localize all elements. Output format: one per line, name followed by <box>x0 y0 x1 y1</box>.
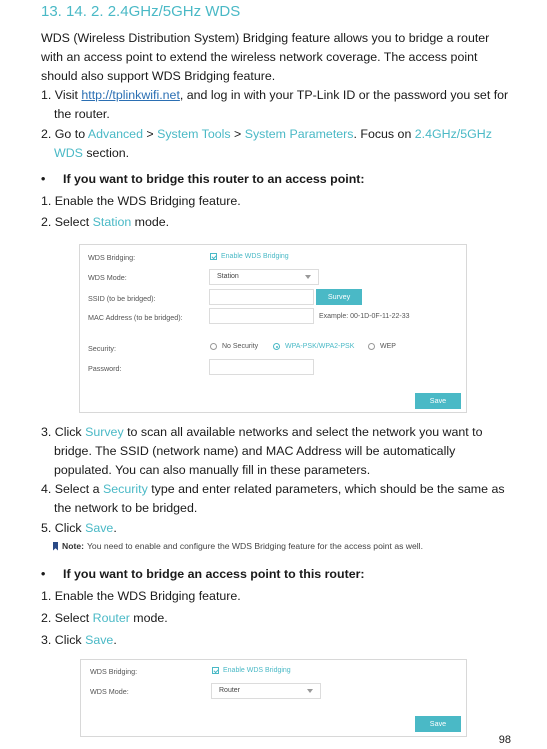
password-input[interactable] <box>209 359 314 375</box>
step-2 <box>41 125 513 163</box>
chevron-down-icon <box>307 689 313 693</box>
bullet-a-text: If you want to bridge this router to an access point: <box>63 172 365 186</box>
security-no-security-radio[interactable] <box>210 343 258 350</box>
b-step-2-prefix: 2. Select <box>41 611 93 625</box>
a-step-2-suffix: mode. <box>131 215 170 229</box>
section-heading: 13. 14. 2. 2.4GHz/5GHz WDS <box>41 3 241 20</box>
b-step-2-suffix: mode. <box>129 611 168 625</box>
bullet-b-dot: • <box>41 567 46 581</box>
a-step-2 <box>41 213 513 232</box>
bullet-a-dot: • <box>41 172 46 186</box>
mac-input[interactable] <box>209 308 314 324</box>
step-2-mid: . Focus on <box>353 127 415 141</box>
a-step-3 <box>41 423 513 480</box>
b-step-3-prefix: 3. Click <box>41 633 86 647</box>
note-bookmark-icon <box>53 542 58 551</box>
wds-settings-panel-station <box>79 244 467 413</box>
enable-wds-label: Enable WDS Bridging <box>223 667 291 674</box>
a-step-2-prefix: 2. Select <box>41 215 93 229</box>
step-1-prefix: 1. Visit <box>41 88 82 102</box>
radio-icon <box>368 343 375 350</box>
intro-paragraph: WDS (Wireless Distribution System) Bridging feature allows you to bridge a router with an access point to extend the wireless network coverage. The access point should also support WDS Bridging feature. <box>41 31 490 83</box>
checkbox-icon <box>210 253 217 260</box>
security-text: Security <box>103 482 148 496</box>
b-step-3 <box>41 631 513 650</box>
wds-mode-value: Station <box>217 273 239 280</box>
wds-section-name: 2.4GHz/5GHz WDS <box>54 127 492 160</box>
mac-example: Example: 00-1D-0F-11-22-33 <box>319 313 410 320</box>
a-step-5-prefix: 5. Click <box>41 521 86 535</box>
survey-button[interactable]: Survey <box>316 289 362 305</box>
step-2-sep2: > <box>230 127 245 141</box>
wds-mode-select[interactable] <box>209 269 319 285</box>
save-text: Save <box>85 521 114 535</box>
wds-mode-label: WDS Mode: <box>90 687 129 696</box>
step-2-sep1: > <box>142 127 158 141</box>
chevron-down-icon <box>305 275 311 279</box>
step-2-suffix: section. <box>82 146 130 160</box>
ssid-label: SSID (to be bridged): <box>88 294 156 303</box>
b-step-3-suffix: . <box>113 633 117 647</box>
wpa-label: WPA-PSK/WPA2-PSK <box>285 343 355 350</box>
radio-selected-icon <box>273 343 280 350</box>
wds-settings-panel-router <box>80 659 467 737</box>
note-label: Note: <box>62 541 84 551</box>
step-1 <box>41 86 513 124</box>
station-mode-text: Station <box>92 215 132 229</box>
b-step-2 <box>41 609 513 628</box>
b-step-1: 1. Enable the WDS Bridging feature. <box>41 589 241 603</box>
wds-bridging-label: WDS Bridging: <box>88 253 136 262</box>
wds-mode-label: WDS Mode: <box>88 273 127 282</box>
a-step-3-prefix: 3. Click <box>41 425 86 439</box>
step-1-suffix: , and log in with your TP-Link ID or the password you set for the router. <box>54 88 509 121</box>
a-step-5-suffix: . <box>113 521 117 535</box>
enable-wds-checkbox[interactable] <box>212 667 291 674</box>
note <box>53 541 423 551</box>
ssid-input[interactable] <box>209 289 314 305</box>
bullet-b-text: If you want to bridge an access point to this router: <box>63 567 365 581</box>
password-label: Password: <box>88 364 122 373</box>
note-text: You need to enable and configure the WDS Bridging feature for the access point as well. <box>86 541 423 551</box>
radio-icon <box>210 343 217 350</box>
a-step-4 <box>41 480 513 518</box>
a-step-4-suffix: type and enter related parameters, which should be the same as the network to be bridged. <box>54 482 505 515</box>
wds-bridging-label: WDS Bridging: <box>90 667 138 676</box>
security-label: Security: <box>88 344 116 353</box>
router-mode-text: Router <box>92 611 130 625</box>
no-security-label: No Security <box>222 343 259 350</box>
system-parameters-link: System Parameters <box>244 127 354 141</box>
security-wep-radio[interactable] <box>368 343 396 350</box>
advanced-link: Advanced <box>87 127 143 141</box>
step-2-prefix: 2. Go to <box>41 127 88 141</box>
a-step-5 <box>41 519 513 538</box>
survey-text: Survey <box>85 425 124 439</box>
save-button[interactable]: Save <box>415 393 461 409</box>
bullet-b <box>41 565 365 584</box>
bullet-a <box>41 170 365 189</box>
tplinkwifi-link[interactable]: http://tplinkwifi.net <box>81 88 180 102</box>
wds-mode-select[interactable] <box>211 683 321 699</box>
enable-wds-label: Enable WDS Bridging <box>221 253 289 260</box>
a-step-3-suffix: to scan all available networks and select the network you want to bridge. The SSID (network name) and MAC Address will be automatically populated. You can also manually fill in these parameters. <box>54 425 483 477</box>
a-step-4-prefix: 4. Select a <box>41 482 103 496</box>
wds-mode-value: Router <box>219 687 241 694</box>
save-text: Save <box>85 633 114 647</box>
system-tools-link: System Tools <box>157 127 231 141</box>
checkbox-icon <box>212 667 219 674</box>
enable-wds-checkbox[interactable] <box>210 253 289 260</box>
save-button[interactable]: Save <box>415 716 461 732</box>
wep-label: WEP <box>380 343 396 350</box>
page-number: 98 <box>498 734 511 746</box>
a-step-1: 1. Enable the WDS Bridging feature. <box>41 194 241 208</box>
security-wpa-radio[interactable] <box>273 343 354 350</box>
mac-label: MAC Address (to be bridged): <box>88 313 183 322</box>
